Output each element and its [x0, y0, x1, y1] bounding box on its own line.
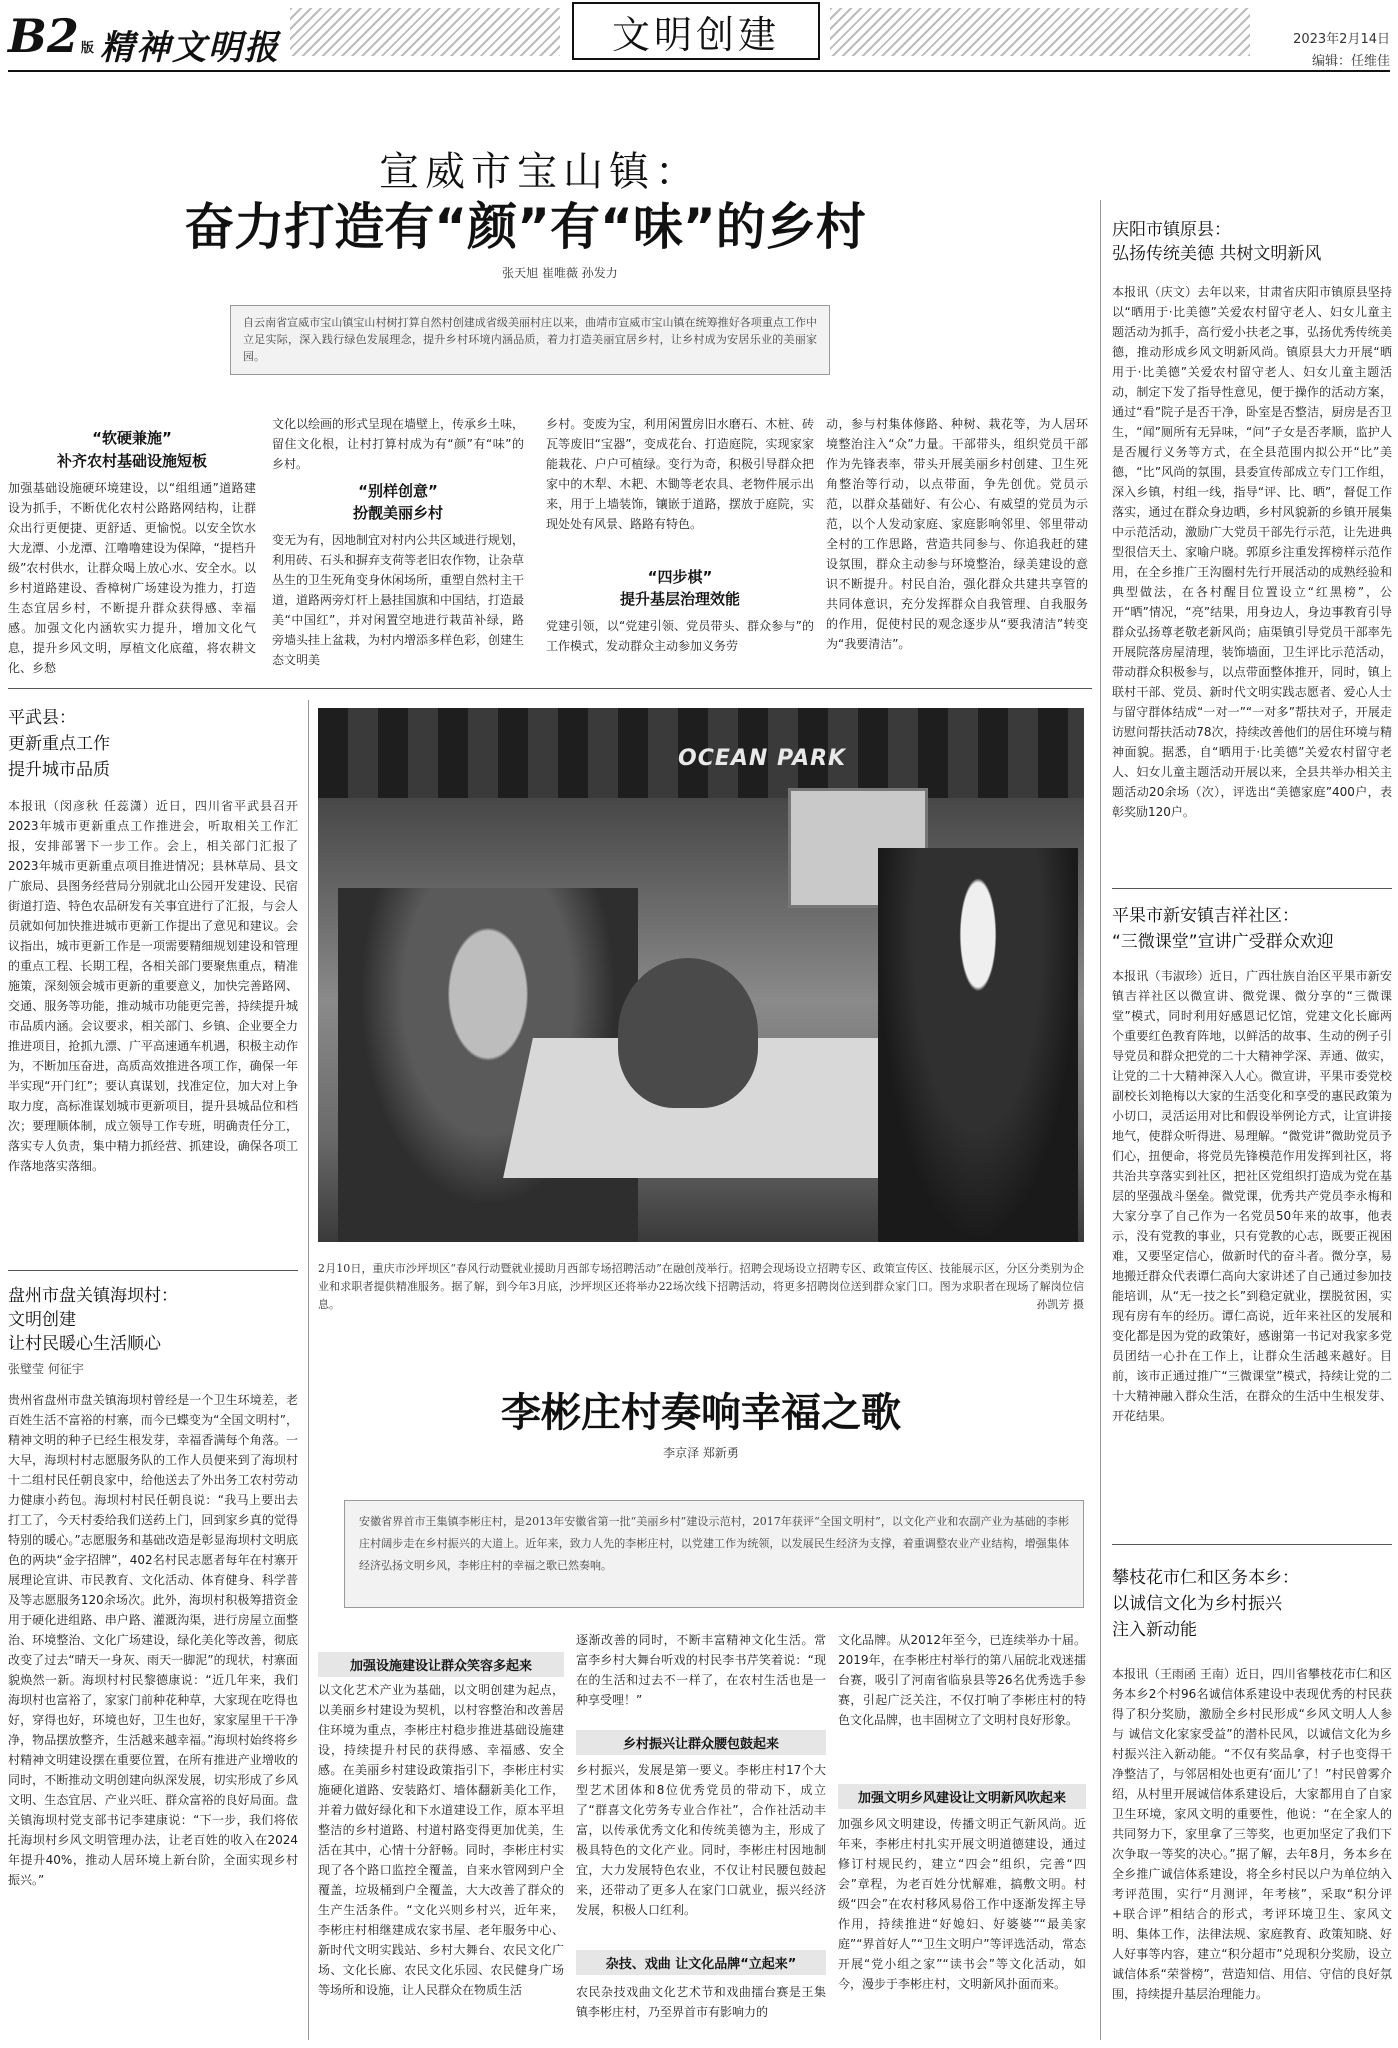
left1-h1: 平武县：: [8, 708, 76, 728]
lead-col3-text: 党建引领，以“党建引领、党员带头、群众参与”的工作模式，发动群众主动参加义务劳: [546, 619, 814, 653]
story3-sub3: 杂技、戏曲 让文化品牌“立起来”: [576, 1950, 826, 1975]
right3-h3: 注入新动能: [1112, 1620, 1197, 1640]
lead-col3-head2: 提升基层治理效能: [619, 590, 740, 608]
divider-main-right: [1100, 200, 1101, 2040]
right2-text: 本报讯（韦淑珍）近日，广西壮族自治区平果市新安镇吉祥社区以微宣讲、微党课、微分享的“三微课堂”模式，同时利用好感恩记忆馆，党建文化长廊两个重要红色教育阵地，以鲜活的故事、生动的例子引导党员和群众把党的二十大精神学深、弄通、做实，让党的二十大精神深入人心。微宣讲，平果市委党校副校长刘艳梅以大家的生活变化和享受的惠民政策为小切口，灵活运用对比和假设举例论方式，让宣讲接地气，使群众听得进、易理解。“微党讲”微助党员予们心，扭便命，将党员先锋模范作用发挥到社区，将共治共享落实到社区，把社区党组织打造成为党在基层的坚强战斗堡垒。微党课，优秀共产党员李永梅和大家分享了自己作为一名党员50年来的故事，他表示，没有党教的事业，只有党教的心志，既要正视困难，又要坚定信心，做新时代的奋斗者。微分享，易地搬迁群众代表谭仁高向大家讲述了自己通过参加技能培训，从“无一技之长”到稳定就业，摆脱贫困，实现有房有车的经历。谭仁高说，近年来社区的发展和变化都是因为党的政策好，感谢第一书记对我家多党员团结一心扑在工作上，让群众生活越来越好。目前，该市正通过推广“三微课堂”模式，持续让党的二十大精神融入群众生活，在群众的生活中生根发芽、开花结果。: [1112, 969, 1392, 1423]
story3-col3-text: 加强乡风文明建设，传播文明正气新风尚。近年来，李彬庄村扎实开展文明道德建设，通过修订村规民约，建立“四会”组织，完善“四会”章程，为老百姓分忧解难，搞敷文明。村级“四会”在农村移风易俗工作中逐渐发挥主导作用，持续推进“好媳妇、好婆婆”“最美家庭”“界首好人”“卫生文明户”等评选活动，常态开展“党小组之家”“读书会”等文化活动，如今，漫步于李彬庄村，文明新风扑面而来。: [838, 1817, 1086, 1991]
right3-h2: 以诚信文化为乡村振兴: [1112, 1594, 1282, 1614]
photo-caption-text: 2月10日，重庆市沙坪坝区“春风行动暨就业援助月西部专场招聘活动”在融创茂举行。招聘会现场设立招聘专区、政策宣传区、技能展示区，分区分类别为企业和求职者提供精准服务。据了解，到今年3月底，沙坪坝区还将举办22场次线下招聘活动，将更多招聘岗位送到群众家门口。图为求职者在现场了解岗位信息。: [318, 1262, 1084, 1311]
section-title-box: [572, 2, 820, 60]
page-code-number: B2: [8, 9, 79, 63]
story3-sub4: 加强文明乡风建设让文明新风吹起来: [838, 1784, 1086, 1809]
paper-name: 精神文明报: [100, 28, 280, 68]
page-code: [8, 10, 94, 75]
story3-intro: 安徽省界首市王集镇李彬庄村，是2013年安徽省第一批“美丽乡村”建设示范村，2017年获评“全国文明村”，以文化产业和农副产业为基础的李彬庄村阔步走在乡村振兴的大道上。近年来，致力人先的李彬庄村，以党建工作为统领，以发展民生经济为支撑，着重调整农业产业结构，增强集体经济弘扬文明乡风，李彬庄村的幸福之歌已然奏响。: [359, 1515, 1069, 1572]
photo-person-right: [878, 848, 1078, 1242]
story3-col3-text-top: 文化品牌。从2012年至今，已连续举办十届。2019年，在李彬庄村举行的第八届皖北戏迷擂台赛，吸引了河南省临泉县等26名优秀选手参赛，引起广泛关注，不仅打响了李彬庄村的特色文化品牌，也丰固树立了文明村良好形象。: [838, 1633, 1086, 1727]
story3-col2-text-bottom: 农民杂技戏曲文化艺术节和戏曲擂台赛是王集镇李彬庄村，乃至界首市有影响力的: [576, 1985, 826, 2019]
right1-bottom-rule: [1112, 888, 1392, 889]
lead-byline: 张天旭 崔唯薇 孙发力: [502, 266, 618, 280]
photo-sign: OCEAN PARK: [678, 746, 847, 771]
left2-h3: 让村民暖心生活顺心: [8, 1334, 161, 1354]
story3-intro-box: [344, 1500, 1084, 1608]
story3-col2-text-top: 逐渐改善的同时，不断丰富精神文化生活。常富李乡村大舞台听戏的村民李书芹笑着说：“现在的生活和过去不一样了，在农村生活也是一种享受哩！”: [576, 1633, 826, 1707]
lead-col2-head2: 扮靓美丽乡村: [352, 504, 443, 522]
left1-h2: 更新重点工作: [8, 734, 110, 754]
lead-col2-text: 变无为有，因地制宜对村内公共区域进行规划，利用砖、石头和摒弃支荷等老旧农作物，让杂草丛生的卫生死角变身休闲场所，重塑自然村主干道，道路两旁灯杆上悬挂国旗和中国结，打造最美“中国红”，并对闲置空地进行栽苗补绿，路旁墙头挂上盆栽，为村内增添多样色彩，创建生态文明美: [272, 533, 524, 667]
left2-h2: 文明创建: [8, 1310, 76, 1330]
right1-text: 本报讯（庆文）去年以来，甘肃省庆阳市镇原县坚持以“晒用于·比美德”关爱农村留守老人、妇女儿童主题活动为抓手，高行爱小扶老之事，弘扬优秀传统美德，推动形成乡风文明新风尚。镇原县大力开展“晒用于·比美德”关爱农村留守老人、妇女儿童主题活动，制定下发了指导性意见，便于操作的活动方案，通过“看”院子是否干净，卧室是否整洁，厨房是否卫生，“闻”厕所有无异味，“问”子女是否孝顺，监护人是否履行义务等方式，在全县范围内拟公开“比”美德，“比”风尚的氛围，县委宣传部成立专门工作组，深入乡镇，村组一线，指导“评、比、晒”，督促工作落实，通过在群众身边晒，乡村风貌新的乡镇开展集中示范活动，激励广大党员干部先行示范，让先进典型很信天土、家喻户晓。郭原乡注重发挥榜样示范作用，在全乡推广王沟圈村先行开展活动的成熟经验和典型做法，在各村醒目位置设立“红黑榜”，公开“晒”情况，“亮”结果，用身边人，身边事教育引导群众弘扬尊老敬老新风尚；庙渠镇引导党员干部率先开展院落房屋清理，装饰墙面，卫生评比示范活动，带动群众积极参与，以点带面整体推开，同时，镇上联村干部、党员、新时代文明实践志愿者、爱心人士与留守群体结成“一对一”“一对多”帮扶对子，开展走访慰问帮扶活动78次，持续改善他们的居住环境与精神面貌。据悉，自“晒用于·比美德”关爱农村留守老人、妇女儿童主题活动开展以来，全县共举办相关主题活动20余场（次），评选出“美德家庭”400户，表彰奖励120户。: [1112, 285, 1392, 819]
right3-h1: 攀枝花市仁和区务本乡：: [1112, 1568, 1299, 1588]
right1-h2: 弘扬传统美德 共树文明新风: [1112, 244, 1322, 264]
photo-credit: 孙凯芳 摄: [1036, 1298, 1084, 1311]
left1-text: 本报讯（闵彦秋 任蕊潇）近日，四川省平武县召开2023年城市更新重点工作推进会，听取相关工作汇报，安排部署下一步工作。会上，相关部门汇报了2023年城市更新重点项目推进情况；县林草局、县文广旅局、县图务经营局分别就北山公园开发建设、民宿街道打造、特色农品研发有关事宜进行了汇报，与会人员就如何加快推进城市更新工作提出了意见和建议。会议指出，城市更新工作是一项需要精细规划建设和管理的重点工程、长期工程，各相关部门要聚焦重点，精准施策，深刻领会城市更新的重要意义，加快完善路网、交通、服务等功能，推动城市功能更完善，持续提升城市品质内涵。会议要求，相关部门、乡镇、企业要全力推进项目，抢抓九漂、广平高速通车机遇，积极主动作为，不断加压奋进，高质高效推进各项工作，确保一年半实现“开门红”；要认真谋划，找准定位，加大对上争取力度，高标准谋划城市更新项目，提升县城品位和档次；要理顺体制，成立领导工作专班，明确责任分工，落实专人负责，集中精力抓经营、抓建设，确保各项工作落地落实落细。: [8, 799, 298, 1173]
divider-left-col: [308, 700, 309, 2040]
right3-text: 本报讯（王雨函 王南）近日，四川省攀枝花市仁和区务本乡2个村96名诚信体系建设中表现优秀的村民获得了积分奖励，激励全乡村民形成“乡风文明人人参与 诚信文化家家受益”的潜朴民风，以诚信文化为乡村振兴注入新动能。“不仅有奖品拿，村子也变得干净整洁了，与邻居相处也更有‘面儿’了！”村民曾雾介绍，从村里开展诚信体系建设后，大家都用自了自家卫生环境，家风文明的重要性，他说：“在全家人的共同努力下，家里拿了三等奖，也更加坚定了我们下次争取一等奖的决心。”据了解，去年8月，务本乡在全乡推广诚信体系建设，将全乡村民以户为单位纳入考评范围，实行“月测评，年考核”，采取“积分评+联合评”相结合的形式，考评环境卫生、家风文明、集体工作，法律法规、家庭教育、政策知晓、好人好事等内容，建立“积分超市”兑现积分奖励，设立诚信体系“荣誉榜”，营造知信、用信、守信的良好氛围，持续提升基层治理能力。: [1112, 1667, 1392, 2001]
right2-h2: “三微课堂”宣讲广受群众欢迎: [1112, 932, 1334, 952]
right1-h1: 庆阳市镇原县：: [1112, 220, 1231, 240]
story3-sub2: 乡村振兴让群众腰包鼓起来: [576, 1730, 826, 1755]
story3-title: 李彬庄村奏响幸福之歌: [501, 1390, 901, 1436]
lead-bottom-rule: [8, 688, 1092, 689]
page-code-suffix: 版: [80, 41, 94, 56]
lead-col3-text-top: 乡村。变废为宝，利用闲置房旧水磨石、木桩、砖瓦等废旧“宝器”，变成花台、打造庭院，实现家家能栽花、户户可植绿。变行为奇，积极引导群众把家中的木犁、木耙、木锄等老农具、老物件展示出来，用于上墙装饰，镶嵌于道路，摆放于庭院，实现处处有风景、路路有特色。: [546, 417, 814, 531]
lead-kicker: 宣威市宝山镇：: [379, 149, 701, 195]
lead-col3-head1: “四步棋”: [647, 568, 713, 586]
left2-text: 贵州省盘州市盘关镇海坝村曾经是一个卫生环境差，老百姓生活不富裕的村寨，而今已蝶变为“全国文明村”，精神文明的种子已经生根发芽，幸福香满每个角落。一大早，海坝村村志愿服务队的工作人员便来到了海坝村十二组村民任朝良家中，给他送去了外出务工农村劳动力健康小药包。海坝村村民任朝良说：“我马上要出去打工了，今天村委给我们送药上门，回到家乡真的觉得特别的暖心。”志愿服务和基础改造是彰显海坝村文明底色的两块“金字招牌”，402名村民志愿者每年在村寨开展理论宣讲、市民教育、文化活动、体育健身、科学普及等志愿服务120余场次。此外，海坝村积极筹措资金用于硬化进组路、串户路、灌溉沟渠，进行房屋立面整治、环境整治、文化广场建设，绿化美化等改善，彻底改变了过去“晴天一身灰、雨天一脚泥”的现状，村寨面貌焕然一新。海坝村村民黎德康说：“近几年来，我们海坝村也富裕了，家家门前种花种草，大家现在吃得也好，穿得也好，环境也好，卫生也好，家家屋里干干净净，物品摆放整齐，生活越来越幸福。”海坝村始终将乡村精神文明建设摆在重要位置，在所有推进产业增收的同时，不断推动文明创建向纵深发展，切实形成了乡风文明、生态宜居、产业兴旺、群众富裕的良好局面。盘关镇海坝村党支部书记李建康说：“下一步，我们将依托海坝村乡风文明管理办法，让老百姓的收入在2024年提升40%，推动人居环境上新台阶，全面实现乡村振兴。”: [8, 1393, 298, 1887]
lead-col1-head1: “软硬兼施”: [92, 429, 172, 447]
lead-intro-box: [230, 305, 830, 375]
lead-col1-head2: 补齐农村基础设施短板: [56, 452, 207, 470]
left1-h3: 提升城市品质: [8, 760, 110, 780]
lead-col4-text: 动，参与村集体修路、种树、栽花等，为人居环境整治注入“众”力量。干部带头，组织党员干部作为先锋表率，带头开展美丽乡村创建、卫生死角整治等行动，以点带面，争先创优。党员示范，以群众基础好、有公心、有威望的党员为示范，以个人发动家庭、家庭影响邻里、邻里带动全村的工作思路，营造共同参与、你追我赶的建设氛围，群众主动参与环境整治，绿美建设的意识不断提升。村民自治，强化群众共建共享管的共同体意识，充分发挥群众自我管理、自我服务的作用，促使村民的观念逐步从“要我清洁”转变为“我要清洁”。: [826, 417, 1088, 651]
section-title: 文明创建: [611, 12, 780, 57]
story3-byline: 李京泽 郑新勇: [663, 1446, 739, 1460]
photo-person-center: [618, 958, 758, 1108]
left2-h1: 盘州市盘关镇海坝村：: [8, 1286, 178, 1306]
right2-bottom-rule: [1112, 1544, 1392, 1545]
masthead: [0, 0, 1398, 80]
masthead-stripes-right: [830, 8, 1250, 56]
editor-credit: 编辑：任维佳: [1311, 54, 1390, 69]
lead-title: 奋力打造有“颜”有“味”的乡村: [184, 198, 866, 256]
story3-col2-text: 乡村振兴，发展是第一要义。李彬庄村17个大型艺术团体和8位优秀党员的带动下，成立了“群喜文化劳务专业合作社”，合作社活动丰富，以传承优秀文化和传统美德为主，形成了极具特色的文化产业。同时，李彬庄村因地制宜，大力发展特色农业，不仅让村民腰包鼓起来，还带动了更多人在家门口就业，振兴经济发展，积极人口红利。: [576, 1763, 826, 1917]
story3-col1-text: 以文化艺术产业为基础，以文明创建为起点，以美丽乡村建设为契机，以村容整治和改善居住环境为重点，李彬庄村稳步推进基础设施建设，持续提升村民的获得感、幸福感、安全感。在美丽乡村建设政策指引下，李彬庄村实施硬化道路、安装路灯、墙体翻新美化工作，并着力做好绿化和下水道建设工作，原本平坦整洁的乡村道路、村道村路变得更加优美，生活在其中，心情十分舒畅。同时，李彬庄村实现了各个路口监控全覆盖，自来水管网到户全覆盖，垃圾桶到户全覆盖，大大改善了群众的生产生活条件。“文化兴则乡村兴，近年来，李彬庄村相继建成农家书屋、老年服务中心、新时代文明实践站、乡村大舞台、农民文化广场、文化长廊、农民文化乐园、农民健身广场等场所和设施，让人民群众在物质生活: [318, 1683, 564, 1997]
lead-col1-text: 加强基础设施硬环境建设，以“组组通”道路建设为抓手，不断优化农村公路路网结构，让群众出行更便捷、更舒适、更愉悦。以安全饮水大龙潭、小龙潭、江噜噜建设为保障，“提档升级”农村供水，让群众喝上放心水、安全水。以乡村道路建设、香樟树广场建设为推力，打造生态宜居乡村，不断提升群众获得感、幸福感。加强文化内涵软实力提升，增加文化气息，提升乡风文明，厚植文化底蕴，将农耕文化、乡愁: [8, 481, 256, 675]
masthead-stripes-left: [290, 8, 560, 56]
lead-intro: 自云南省宣威市宝山镇宝山村树打算自然村创建成省级美丽村庄以来，曲靖市宣威市宝山镇在统筹推好各项重点工作中立足实际，深入践行绿色发展理念，提升乡村环境内涵品质，着力打造美丽宜居乡村，让乡村成为安居乐业的美丽家园。: [243, 316, 817, 363]
story3-sub1: 加强设施建设让群众笑容多起来: [318, 1652, 564, 1677]
right2-h1: 平果市新安镇吉祥社区：: [1112, 906, 1299, 926]
lead-col2-text-top: 文化以绘画的形式呈现在墙壁上，传承乡土味，留住文化根，让村打算村成为有“颜”有“味”的乡村。: [272, 417, 524, 471]
lead-col2-head1: “别样创意”: [358, 482, 438, 500]
masthead-rule: [8, 70, 1390, 72]
photo-caption: [318, 1260, 1084, 1314]
left2-byline: 张璧莹 何征宇: [8, 1362, 84, 1376]
news-photo: [318, 708, 1084, 1242]
left1-bottom-rule: [8, 1270, 298, 1271]
issue-date: 2023年2月14日: [1293, 32, 1390, 47]
